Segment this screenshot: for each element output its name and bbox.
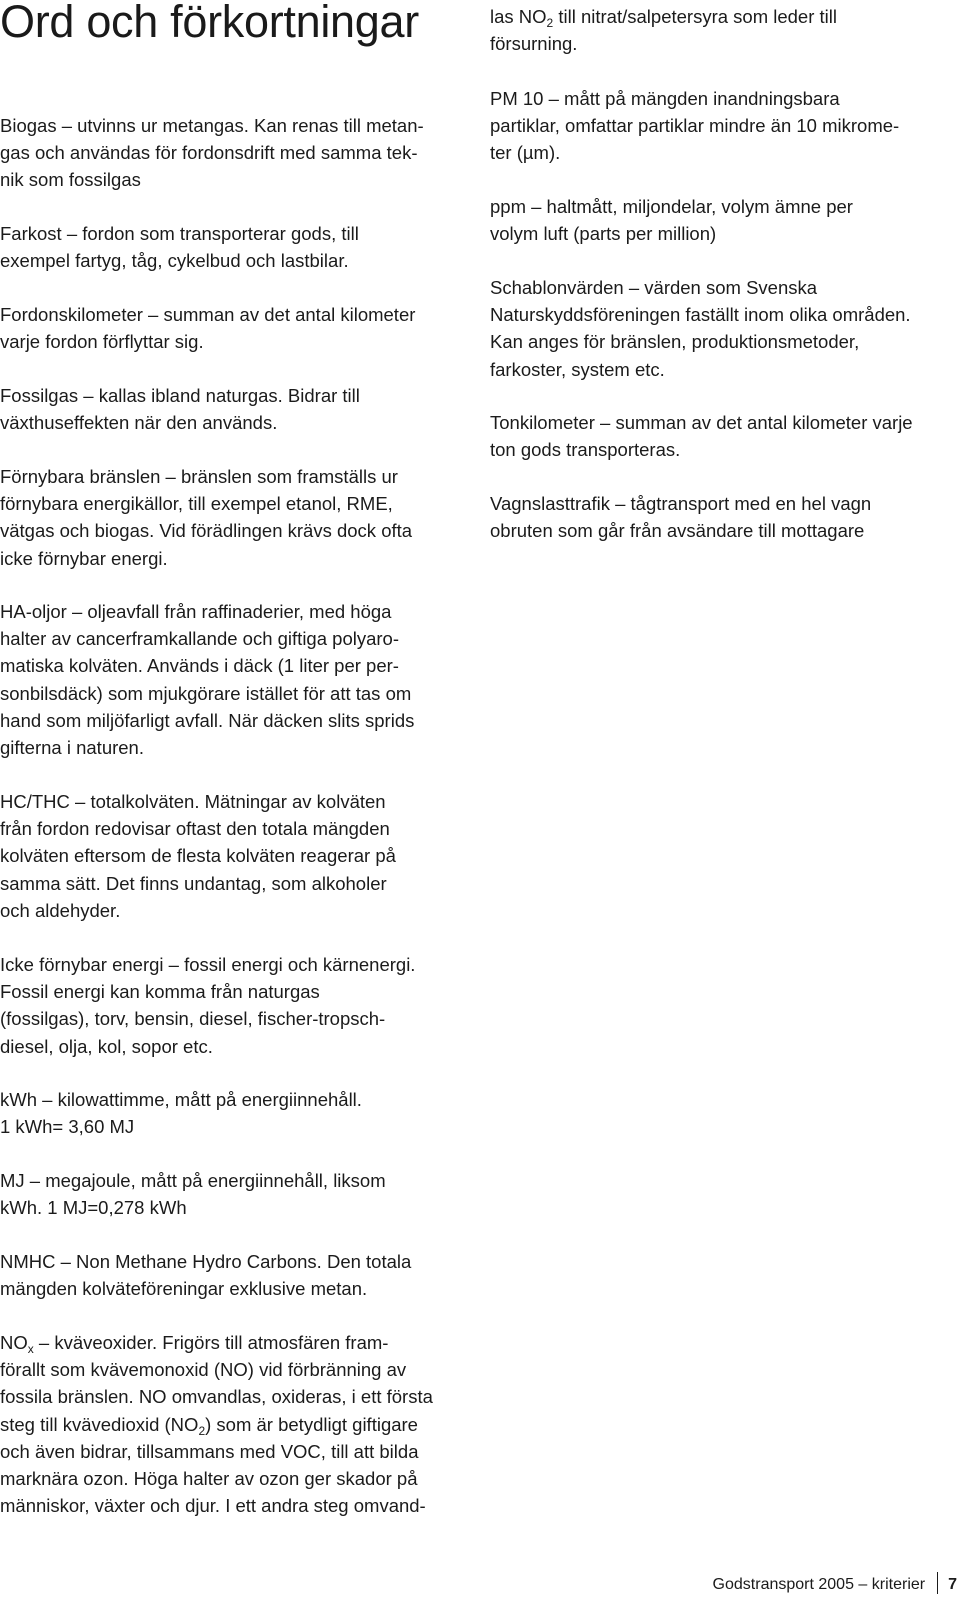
text-line [0, 1411, 465, 1438]
text-line: och även bidrar, tillsammans med VOC, till att bilda [0, 1440, 419, 1462]
text-line: volym luft (parts per million) [490, 223, 717, 245]
footer-publication-title: Godstransport 2005 – kriterier [712, 1576, 926, 1593]
text-line: Fordonskilometer – summan av det antal kilometer [0, 304, 416, 325]
nox-definition: – kväveoxider. Frigörs till atmosfären fram- [33, 1332, 389, 1353]
text-line: (fossilgas), torv, bensin, diesel, fischer-tropsch- [0, 1008, 386, 1030]
glossary-entry-pm10 [490, 85, 955, 167]
glossary-entry-schablonvarden [490, 274, 955, 383]
text-line: Naturskyddsföreningen faställt inom olika områden. [490, 304, 911, 326]
text-line: HA-oljor – oljeavfall från raffinaderier, med höga [0, 601, 392, 622]
text-line: mängden kolväteföreningar exklusive metan. [0, 1278, 368, 1300]
glossary-entry-nmhc [0, 1248, 465, 1302]
text-line: kolväten eftersom de flesta kolväten reagerar på [0, 845, 396, 867]
text-line: växthuseffekten när den används. [0, 412, 278, 434]
subscript: 2 [546, 16, 554, 30]
text-line [0, 1329, 465, 1356]
subscript: x [27, 1342, 34, 1356]
text-line: PM 10 – mått på mängden inandningsbara [490, 88, 840, 109]
text-line: icke förnybar energi. [0, 547, 168, 569]
footer-divider [937, 1572, 938, 1594]
text-line: Fossilgas – kallas ibland naturgas. Bidrar till [0, 385, 360, 406]
glossary-entry-fornybara-branslen [0, 463, 465, 572]
glossary-entry-kwh [0, 1086, 465, 1140]
nox-term: NO [0, 1332, 28, 1353]
text-line: gifterna i naturen. [0, 737, 144, 759]
text-line: Fossil energi kan komma från naturgas [0, 981, 320, 1003]
text-line: ppm – haltmått, miljondelar, volym ämne per [490, 196, 853, 217]
glossary-entry-mj [0, 1167, 465, 1221]
text-line: Biogas – utvinns ur metangas. Kan renas till metan- [0, 115, 424, 136]
text-line: 1 kWh= 3,60 MJ [0, 1116, 135, 1138]
text-line: hand som miljöfarligt avfall. När däcken slits sprids [0, 709, 415, 731]
text-line: försurning. [490, 33, 578, 55]
text-fragment: ) som är betydligt giftigare [205, 1413, 418, 1435]
glossary-entry-ha-oljor [0, 598, 465, 761]
text-line: kWh – kilowattimme, mått på energiinnehåll. [0, 1089, 362, 1110]
text-line: sonbilsdäck) som mjukgörare istället för att tas om [0, 682, 412, 704]
text-line: människor, växter och djur. I ett andra steg omvand- [0, 1495, 426, 1517]
glossary-entry-fordonskilometer [0, 301, 465, 355]
text-line: Kan anges för bränslen, produktionsmetoder, [490, 331, 860, 353]
text-line: diesel, olja, kol, sopor etc. [0, 1035, 213, 1057]
text-line: vätgas och biogas. Vid förädlingen krävs dock ofta [0, 520, 413, 542]
text-line: och aldehyder. [0, 899, 121, 921]
glossary-entry-fossilgas [0, 382, 465, 436]
text-line: ter (µm). [490, 142, 561, 164]
text-line: obruten som går från avsändare till mottagare [490, 520, 865, 542]
text-line: samma sätt. Det finns undantag, som alkoholer [0, 872, 387, 894]
text-line: Icke förnybar energi – fossil energi och kärnenergi. [0, 954, 416, 975]
glossary-entry-icke-fornybar-energi [0, 951, 465, 1060]
text-line: marknära ozon. Höga halter av ozon ger skador på [0, 1468, 418, 1490]
page-footer [713, 1572, 960, 1594]
glossary-entry-biogas [0, 112, 465, 194]
text-line: partiklar, omfattar partiklar mindre än 10 mikrome- [490, 115, 900, 137]
glossary-entry-nox [0, 1329, 465, 1519]
text-line: Tonkilometer – summan av det antal kilometer varje [490, 412, 913, 433]
glossary-entry-tonkilometer [490, 409, 955, 463]
text-line: matiska kolväten. Används i däck (1 liter per per- [0, 655, 399, 677]
text-line: HC/THC – totalkolväten. Mätningar av kolväten [0, 791, 386, 812]
glossary-entry-farkost [0, 220, 465, 274]
text-fragment: steg till kvävedioxid (NO [0, 1413, 199, 1435]
glossary-entry-nox-continued [490, 3, 955, 57]
page-number: 7 [948, 1576, 957, 1593]
text-fragment: till nitrat/salpetersyra som leder till [553, 6, 837, 27]
glossary-entry-hc-thc [0, 788, 465, 924]
text-line: nik som fossilgas [0, 169, 141, 191]
text-line: fossila bränslen. NO omvandlas, oxideras, i ett första [0, 1386, 433, 1408]
text-line: förnybara energikällor, till exempel etanol, RME, [0, 493, 393, 515]
text-line: Förnybara bränslen – bränslen som framställs ur [0, 466, 398, 487]
text-line: Schablonvärden – värden som Svenska [490, 277, 818, 298]
text-line: exempel fartyg, tåg, cykelbud och lastbilar. [0, 250, 349, 272]
text-fragment: las NO [490, 6, 547, 27]
text-line: kWh. 1 MJ=0,278 kWh [0, 1197, 187, 1219]
page-title: Ord och förkortningar [0, 0, 419, 47]
subscript: 2 [198, 1423, 206, 1438]
text-line: Vagnslasttrafik – tågtransport med en hel vagn [490, 493, 872, 514]
text-line: ton gods transporteras. [490, 439, 681, 461]
text-line: gas och användas för fordonsdrift med samma tek- [0, 142, 418, 164]
text-line [490, 3, 955, 30]
text-line: förallt som kvävemonoxid (NO) vid förbränning av [0, 1359, 407, 1381]
text-line: varje fordon förflyttar sig. [0, 331, 204, 353]
glossary-entry-ppm [490, 193, 955, 247]
text-line: NMHC – Non Methane Hydro Carbons. Den totala [0, 1251, 412, 1272]
text-line: Farkost – fordon som transporterar gods, till [0, 223, 359, 244]
text-line: från fordon redovisar oftast den totala mängden [0, 818, 390, 840]
text-line: halter av cancerframkallande och giftiga polyaro- [0, 628, 399, 650]
glossary-entry-vagnslasttrafik [490, 490, 955, 544]
text-line: MJ – megajoule, mått på energiinnehåll, liksom [0, 1170, 386, 1191]
text-line: farkoster, system etc. [490, 358, 665, 380]
